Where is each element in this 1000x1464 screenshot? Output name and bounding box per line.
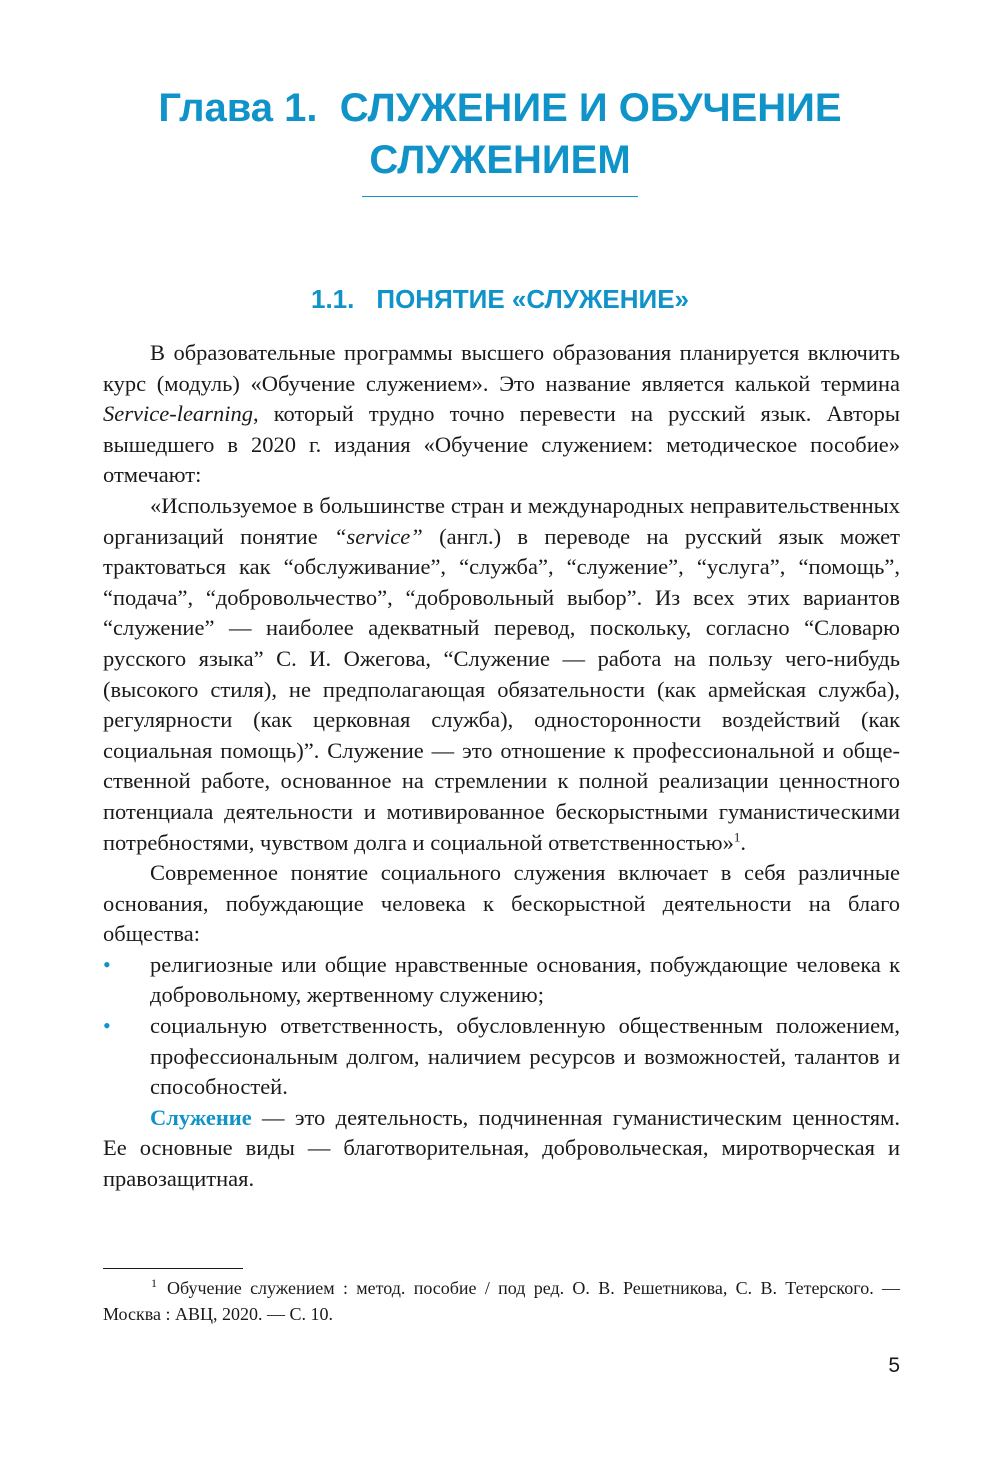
paragraph-2-quote — [103, 491, 900, 858]
chapter-title-line-2: СЛУЖЕНИЕМ — [369, 138, 631, 182]
paragraph-2-text-b: (англ.) в переводе на русский язык может трактоваться как “обслуживание”, “служба”, “служение”, “услуга”, “помощь”, “подача”, “добровольчество”, “добровольный выбор”. Из всех этих вариантов “служение” — наиболее адекватный перевод, поскольку, согласно “Словарю русского языка” С. И. Ожегова, “Служение — работа на пользу чего-нибудь (высокого стиля), не предполагающая обязательности (как армейская служба), регулярности (как церковная служба), односторонности воздействий (как социальная помощь)”. Служение — это отношение к профессиональной и общественной работе, основанное на стремлении к полной реализации ценностного потенциала деятельности и мотивированное бескорыстными гуманистическими потребностями, чувством долга и социальной ответственностью» — [103, 523, 900, 855]
term-service: “service” — [334, 523, 423, 549]
list-item — [103, 950, 900, 1011]
chapter-title-line-1: Глава 1. СЛУЖЕНИЕ И ОБУЧЕНИЕ — [158, 86, 842, 130]
paragraph-2-end: . — [740, 829, 746, 855]
paragraph-2-text-a: «Используемое в большинстве стран и международных неправительственных организаций понятие — [103, 492, 900, 549]
paragraph-1-text-a: В образовательные программы высшего образования планируется включить курс (модуль) «Обучение служением». Это название является калькой термина — [103, 340, 900, 396]
paragraph-4-definition — [103, 1103, 900, 1195]
footnote-text: Обучение служением : метод. пособие / под ред. О. В. Решетникова, С. В. Тетерского. — Москва : АВЦ, 2020. — С. 10. — [103, 1278, 900, 1324]
footnote-divider — [103, 1268, 243, 1269]
term-service-learning: Service-learning — [103, 401, 253, 427]
section-heading — [0, 282, 1000, 316]
chapter-title — [0, 82, 1000, 186]
paragraph-1 — [103, 338, 900, 491]
footnote-marker: 1 — [151, 1276, 157, 1290]
chapter-title-underline — [362, 196, 638, 197]
paragraph-3: Современное понятие социального служения включает в себя различные основания, побуждающие человека к бескорыстной деятельности на благо общества: — [103, 860, 900, 947]
footnote — [103, 1275, 900, 1327]
definition-text: — это деятельность, подчиненная гуманистическим ценностям. Ее основные виды — благотворительная, добровольческая, миротворческая и правозащитная. — [103, 1104, 900, 1192]
bullet-list — [103, 950, 900, 1103]
paragraph-1-text-b: , который трудно точно перевести на русский язык. Авторы вышедшего в 2020 г. издания «Обучение служением: методическое пособие» отмечают: — [103, 401, 900, 488]
list-item-text: религиозные или общие нравственные основания, побуждающие человека к добровольному, жертвенному служению; — [150, 951, 900, 1008]
defined-term: Служение — [150, 1104, 252, 1130]
list-item — [103, 1011, 900, 1103]
section-title: ПОНЯТИЕ «СЛУЖЕНИЕ» — [376, 284, 689, 314]
bullet-icon: • — [103, 1013, 111, 1039]
footnote-reference[interactable]: 1 — [733, 829, 741, 844]
section-number: 1.1. — [311, 284, 355, 314]
page-number: 5 — [888, 1354, 900, 1377]
bullet-icon: • — [103, 951, 111, 977]
body-text — [103, 338, 900, 1195]
list-item-text: социальную ответственность, обусловленную общественным положением, профессиональным долгом, наличием ресурсов и возможностей, талантов и способностей. — [150, 1013, 900, 1100]
